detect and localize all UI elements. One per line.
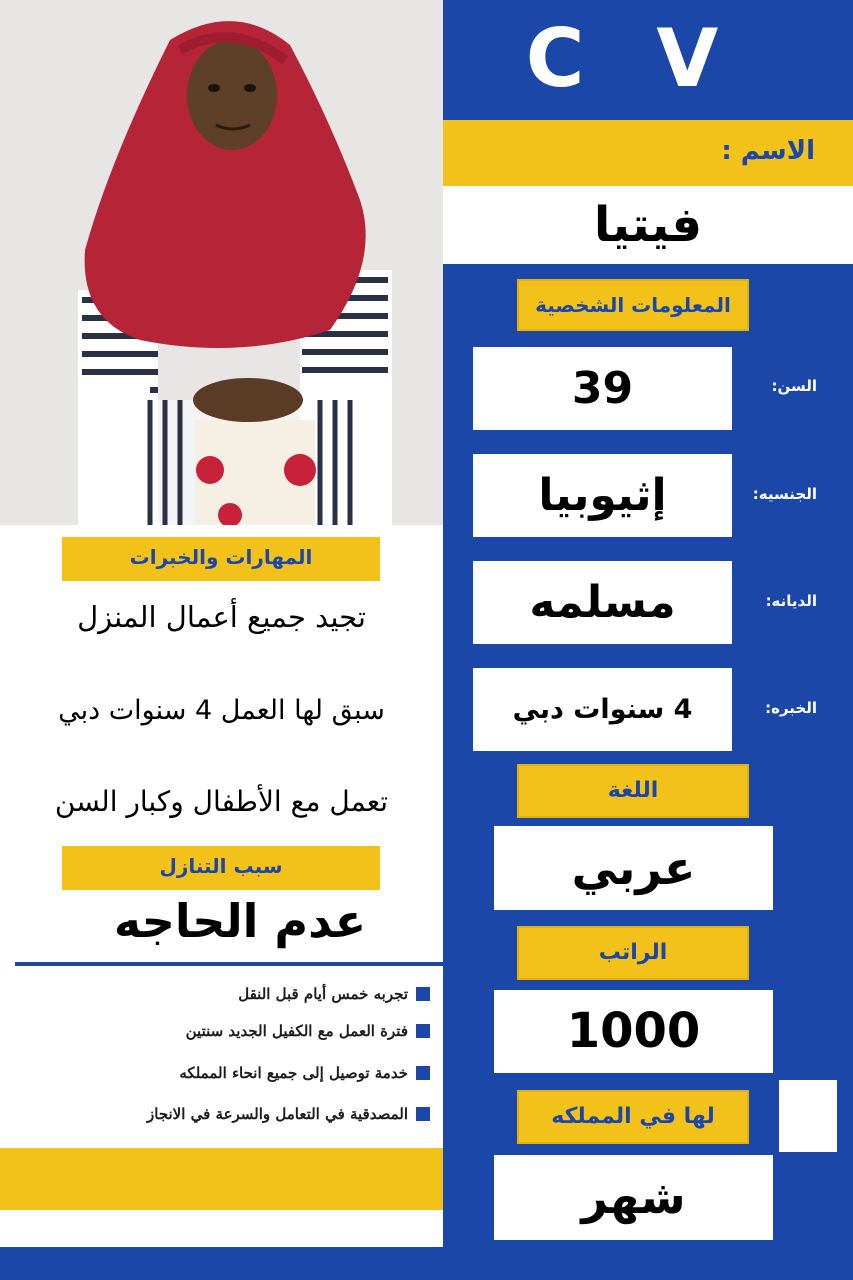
skills-label: المهارات والخبرات <box>62 537 380 581</box>
age-value: 39 <box>473 347 732 430</box>
square-bullet-icon <box>416 987 430 1001</box>
language-label: اللغة <box>517 764 749 818</box>
term-item-3 <box>20 1064 430 1082</box>
profile-photo <box>0 0 443 525</box>
skill-item-3: تعمل مع الأطفال وكبار السن <box>54 785 389 818</box>
age-label: السن: <box>771 377 817 395</box>
personal-info-label: المعلومات الشخصية <box>517 279 749 331</box>
language-value: عربي <box>494 826 773 910</box>
in-kingdom-value: شهر <box>494 1155 773 1240</box>
reason-value: عدم الحاجه <box>113 894 367 948</box>
salary-label: الراتب <box>517 926 749 980</box>
skill-item-1: تجيد جميع أعمال المنزل <box>77 600 366 634</box>
experience-value: 4 سنوات دبي <box>473 668 732 751</box>
term-item-2 <box>20 1022 430 1040</box>
religion-value: مسلمه <box>473 561 732 644</box>
name-value: فيتيا <box>443 186 853 264</box>
skill-item-2: سبق لها العمل 4 سنوات دبي <box>58 695 385 726</box>
term-text: تجربه خمس أيام قبل النقل <box>238 985 408 1003</box>
term-item-4 <box>20 1105 430 1123</box>
square-bullet-icon <box>416 1024 430 1038</box>
salary-value: 1000 <box>494 990 773 1073</box>
in-kingdom-label: لها في المملكه <box>517 1090 749 1144</box>
term-text: خدمة توصيل إلى جميع انحاء المملكه <box>179 1064 408 1082</box>
experience-label: الخبره: <box>765 699 817 717</box>
religion-label: الديانه: <box>765 592 817 610</box>
square-bullet-icon <box>416 1107 430 1121</box>
cv-title: C V <box>525 12 741 105</box>
nationality-label: الجنسيه: <box>752 485 817 503</box>
square-bullet-icon <box>416 1066 430 1080</box>
blank-square <box>779 1080 837 1152</box>
divider <box>15 962 443 966</box>
term-text: فترة العمل مع الكفيل الجديد سنتين <box>185 1022 408 1040</box>
person-illustration <box>0 0 443 525</box>
bottom-yellow-bar <box>0 1148 443 1210</box>
term-item-1 <box>20 985 430 1003</box>
term-text: المصدقية في التعامل والسرعة في الانجاز <box>147 1105 408 1123</box>
reason-label: سبب التنازل <box>62 846 380 890</box>
name-label: الاسم : <box>721 136 815 166</box>
nationality-value: إثيوبيا <box>473 454 732 537</box>
